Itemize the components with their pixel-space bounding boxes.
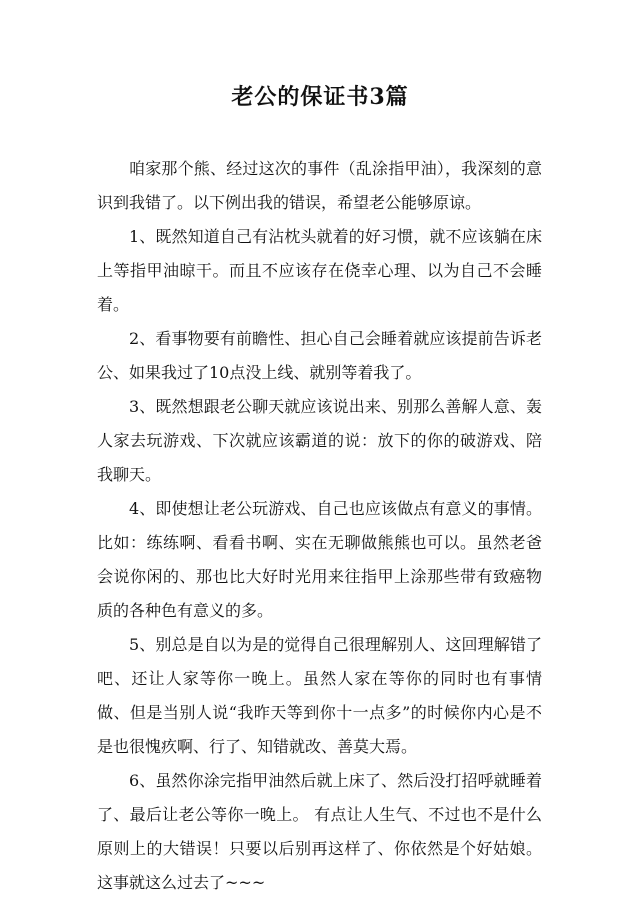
paragraph-item-4: 4、即使想让老公玩游戏、自己也应该做点有意义的事情。比如：练练啊、看看书啊、实在无聊做熊熊也可以。虽然老爸会说你闲的、那也比大好时光用来往指甲上涂那些带有致癌物质的各种色有意义的多。 xyxy=(97,499,542,620)
paragraph-item-1: 1、既然知道自己有沾枕头就着的好习惯，就不应该躺在床上等指甲油晾干。而且不应该存在侥幸心理、以为自己不会睡着。 xyxy=(97,227,542,314)
document-title: 老公的保证书3篇 xyxy=(231,84,409,110)
document-body xyxy=(97,152,542,900)
paragraph-item-5: 5、别总是自以为是的觉得自己很理解别人、这回理解错了吧、还让人家等你一晚上。虽然人家在等你的同时也有事情做、但是当别人说“我昨天等到你十一点多”的时候你内心是不是也很愧疚啊、行了、知错就改、善莫大焉。 xyxy=(97,635,542,756)
paragraph-item-2: 2、看事物要有前瞻性、担心自己会睡着就应该提前告诉老公、如果我过了10点没上线、就别等着我了。 xyxy=(97,329,542,382)
paragraph-item-3: 3、既然想跟老公聊天就应该说出来、别那么善解人意、轰人家去玩游戏、下次就应该霸道的说：放下的你的破游戏、陪我聊天。 xyxy=(97,397,542,484)
paragraph-intro: 咱家那个熊、经过这次的事件（乱涂指甲油），我深刻的意识到我错了。以下例出我的错误，希望老公能够原谅。 xyxy=(97,159,542,212)
paragraph-item-6: 6、虽然你涂完指甲油然后就上床了、然后没打招呼就睡着了、最后让老公等你一晚上。 有点让人生气、不过也不是什么原则上的大错误！只要以后别再这样了、你依然是个好姑娘。这事就这么过去了~~~ xyxy=(97,771,542,892)
